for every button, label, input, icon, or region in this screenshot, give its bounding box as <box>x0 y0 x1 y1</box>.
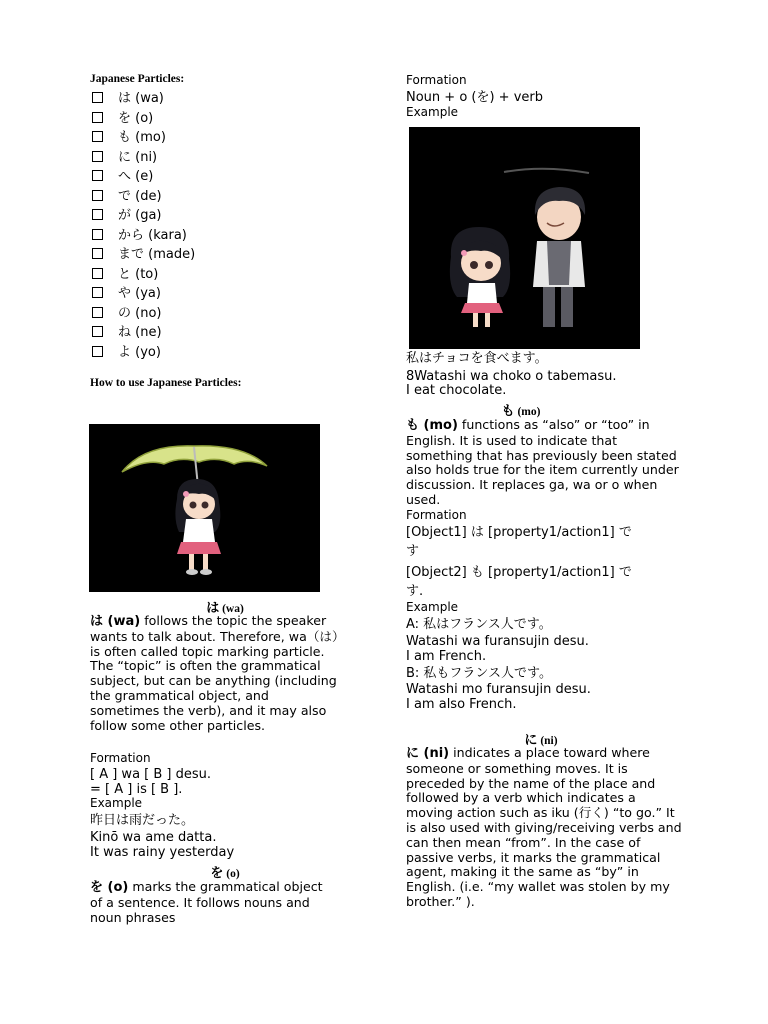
particle-label: が (ga) <box>118 208 162 223</box>
wa-example-japanese: 昨日は雨だった。 <box>90 813 195 828</box>
o-example-english: I eat chocolate. <box>406 383 507 398</box>
particle-label: ね (ne) <box>118 325 162 340</box>
particle-label: は (wa) <box>118 91 164 106</box>
ni-lead: に (ni) <box>406 746 450 761</box>
particle-label: や (ya) <box>118 286 161 301</box>
mo-example-label: Example <box>406 600 459 614</box>
mo-body: functions as “also” or “too” in English. It is used to indicate that something that has previously been stated also holds true for the item currently under discussion. It replaces ga, wa or o when used. <box>406 417 679 507</box>
checkbox-icon <box>92 170 103 181</box>
particle-list-item <box>90 304 195 324</box>
ni-paragraph <box>406 746 682 910</box>
ni-caption-romaji: (ni) <box>540 735 558 747</box>
o-body: marks the grammatical object of a sentence. It follows nouns and noun phrases <box>90 879 323 925</box>
particle-list-item <box>90 167 195 187</box>
wa-example-label: Example <box>90 796 143 810</box>
checkbox-icon <box>92 248 103 259</box>
particles-heading: Japanese Particles: <box>90 73 185 85</box>
wa-formation-line-2: = [ A ] is [ B ]. <box>90 782 183 797</box>
mo-formation-label: Formation <box>406 508 467 522</box>
o-example-romaji: 8Watashi wa choko o tabemasu. <box>406 369 617 384</box>
o-example-label: Example <box>406 105 459 119</box>
particle-list-item <box>90 187 195 207</box>
ni-caption-kana: に <box>524 732 538 747</box>
ni-body: indicates a place toward where someone or something moves. It is preceded by the name of the place and followed by a verb which indicates a moving action such as iku (行く) “to go.” It is also used with giving/receiving verbs and can then mean “from”. In the case of passive verbs, it marks the grammatical agent, making it the same as “by” in English. (i.e. “my wallet was stolen by my brother.” ). <box>406 745 682 909</box>
mo-caption-romaji: (mo) <box>517 406 541 418</box>
wa-example-english: It was rainy yesterday <box>90 845 235 860</box>
checkbox-icon <box>92 92 103 103</box>
particle-label: まで (made) <box>118 247 196 262</box>
particle-label: と (to) <box>118 266 159 282</box>
umbrella-girl-illustration <box>89 424 320 592</box>
particle-list-item <box>90 343 195 363</box>
mo-example-b-romaji: Watashi mo furansujin desu. <box>406 682 591 697</box>
particle-label: も (mo) <box>118 130 166 145</box>
mo-formation-line-1a: [Object1] は [property1/action1] で <box>406 525 632 540</box>
o-formation: Noun + o (を) + verb <box>406 90 543 105</box>
umbrella-girl-image <box>89 424 320 592</box>
wa-paragraph <box>90 614 342 733</box>
couple-illustration <box>409 127 640 349</box>
particle-list-item <box>90 148 195 168</box>
particle-label: よ (yo) <box>118 344 161 360</box>
o-lead: を (o) <box>90 880 129 895</box>
particle-label: を (o) <box>118 110 154 126</box>
particle-label: から (kara) <box>118 227 187 243</box>
checkbox-icon <box>92 190 103 201</box>
particle-list-item <box>90 128 195 148</box>
wa-formation-line-1: [ A ] wa [ B ] desu. <box>90 767 212 782</box>
mo-example-b-english: I am also French. <box>406 697 517 712</box>
checkbox-icon <box>92 131 103 142</box>
wa-caption-romaji: (wa) <box>222 603 244 615</box>
mo-formation-line-2a: [Object2] も [property1/action1] で <box>406 565 632 580</box>
particle-list-item <box>90 245 195 265</box>
o-formation-label: Formation <box>406 73 467 87</box>
o-example-japanese: 私はチョコを食べます。 <box>406 351 548 366</box>
howto-heading: How to use Japanese Particles: <box>90 377 242 389</box>
particle-list-item <box>90 89 195 109</box>
particle-label: に (ni) <box>118 149 158 165</box>
mo-formation-line-2b: す. <box>406 584 424 599</box>
checkbox-icon <box>92 307 103 318</box>
particle-list-item <box>90 265 195 285</box>
wa-formation-label: Formation <box>90 751 151 765</box>
particle-list-item <box>90 284 195 304</box>
o-paragraph <box>90 880 335 925</box>
particle-list-item <box>90 109 195 129</box>
particle-list-item <box>90 323 195 343</box>
particle-list-item <box>90 206 195 226</box>
checkbox-icon <box>92 346 103 357</box>
particle-label: の (no) <box>118 305 162 321</box>
checkbox-icon <box>92 209 103 220</box>
wa-caption-kana: は <box>206 600 220 615</box>
wa-lead: は (wa) <box>90 614 141 629</box>
particle-list-item <box>90 226 195 246</box>
mo-example-a-japanese: A: 私はフランス人です。 <box>406 617 552 632</box>
mo-example-a-english: I am French. <box>406 649 487 664</box>
mo-example-b-japanese: B: 私もフランス人です。 <box>406 666 553 681</box>
wa-example-romaji: Kinō wa ame datta. <box>90 830 217 845</box>
checkbox-icon <box>92 268 103 279</box>
o-caption-kana: を <box>210 865 224 880</box>
particle-label: へ (e) <box>118 169 154 184</box>
mo-paragraph <box>406 418 684 508</box>
wa-body: follows the topic the speaker wants to talk about. Therefore, wa（は）is often called topic marking particle. The “topic” is often the grammatical subject, but can be anything (including the grammatical object, and sometimes the verb), and it may also follow some other particles. <box>90 613 339 733</box>
mo-lead: も (mo) <box>406 418 458 433</box>
checkbox-icon <box>92 326 103 337</box>
particle-label: で (de) <box>118 188 162 204</box>
checkbox-icon <box>92 151 103 162</box>
checkbox-icon <box>92 287 103 298</box>
particle-list <box>90 89 195 362</box>
mo-example-a-romaji: Watashi wa furansujin desu. <box>406 634 589 649</box>
o-caption-romaji: (o) <box>226 868 240 880</box>
couple-image <box>409 127 640 349</box>
checkbox-icon <box>92 229 103 240</box>
checkbox-icon <box>92 112 103 123</box>
mo-formation-line-1b: す <box>406 544 420 559</box>
mo-caption-kana: も <box>501 403 515 418</box>
